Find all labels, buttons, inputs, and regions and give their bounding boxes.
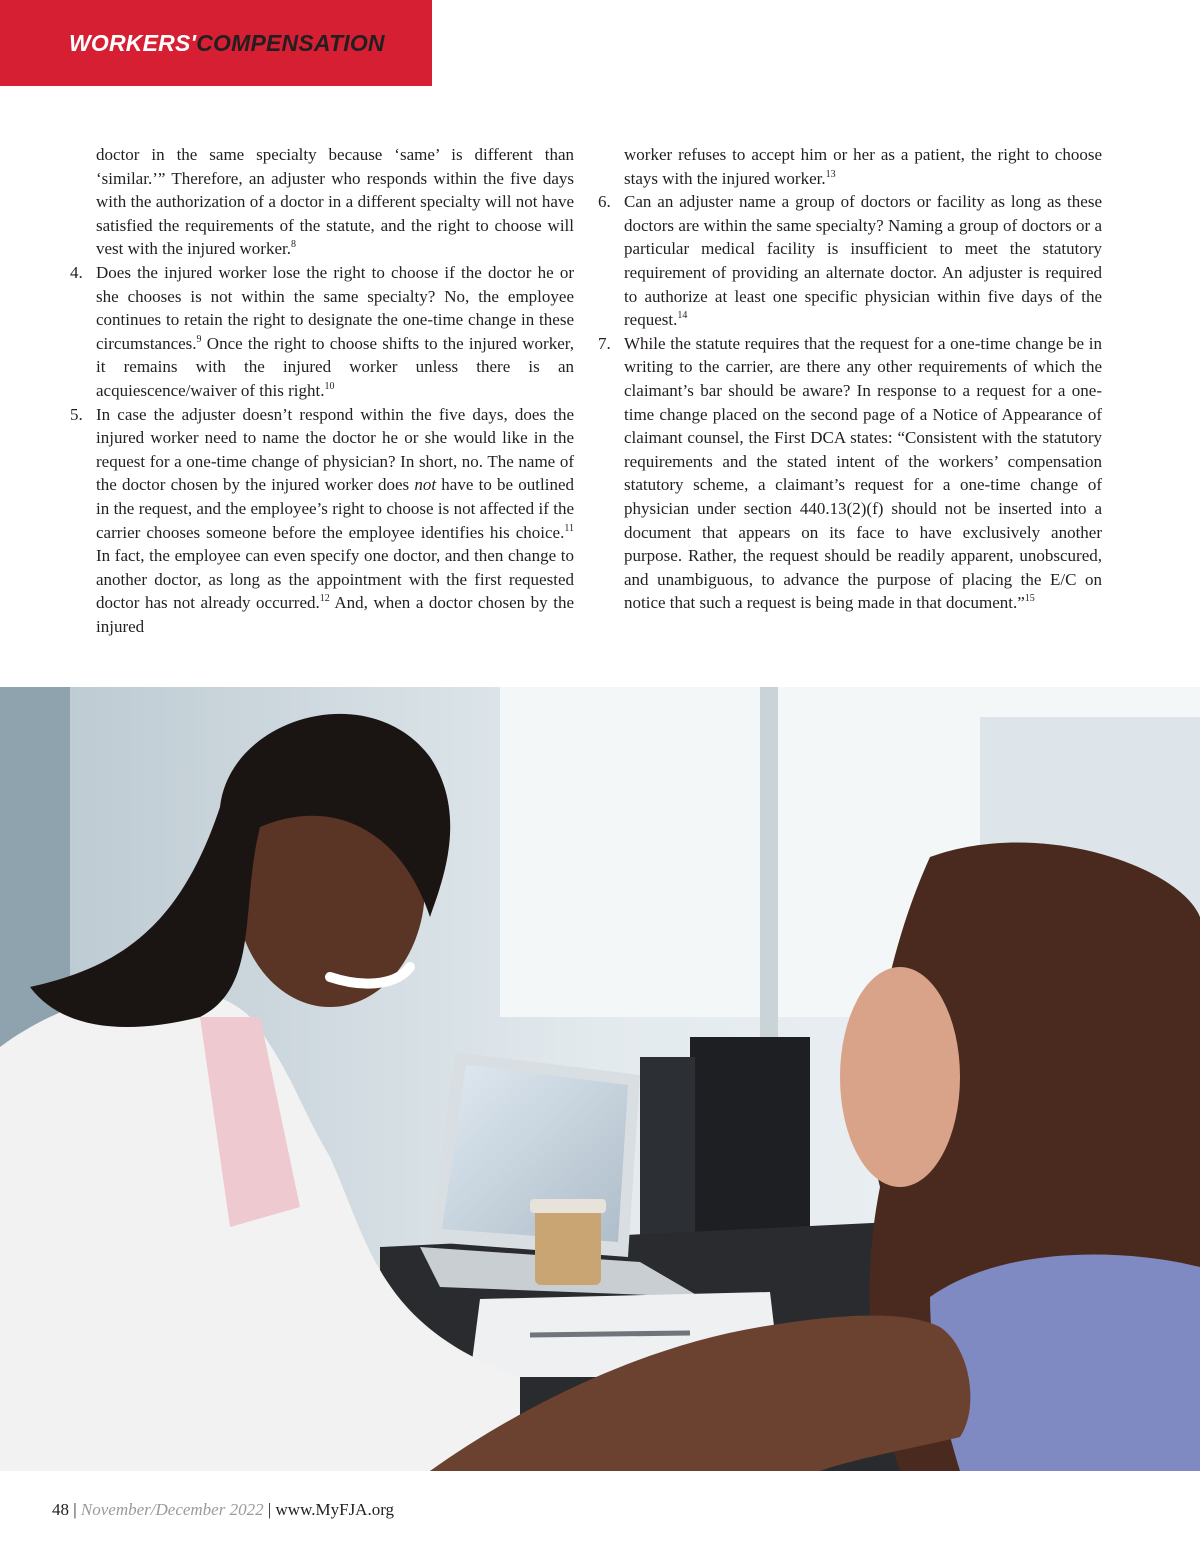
footnote-ref: 9 — [196, 333, 202, 345]
footnote-ref: 11 — [564, 522, 574, 534]
footnote-ref: 10 — [324, 380, 335, 392]
list-item-5: 5. In case the adjuster doesn’t respond within the five days, does the injured worker need to name the doctor he or she would like in the request for a one-time change of physician? In short, no. The name of the doctor chosen by the injured worker does not have to be outlined in the request, and the employee’s right to choose is not affected if the carrier chooses someone before the employee identifies his choice.$^{11}$ In fact, the employee can even specify one doctor, and then change to another doctor, as long as the appointment with the first requested doctor has not already occurred.$^{12}$ And, when a doctor chosen by the injured — [70, 404, 575, 636]
list-item-6: 6. Can an adjuster name a group of doctors or facility as long as these doctors are within the same specialty? Naming a group of doctors or a particular medical facility is insufficient to meet the statutory requirement of providing an alternate doctor. An adjuster is required to authorize at least one specific physician within five days of the request.$^{14}$ — [598, 192, 1102, 330]
list-number: 4. — [70, 262, 83, 282]
website-link[interactable]: www.MyFJA.org — [275, 1500, 395, 1519]
list-item-4: 4. Does the injured worker lose the right to choose if the doctor he or she chooses is not within the same specialty? No, the employee continues to retain the right to designate the one-time change in these circumstances.$^9$ Once the right to choose shifts to the injured worker, it remains with the injured worker unless there is an acquiescence/waiver of this right.$^{10}$ — [70, 262, 574, 400]
doctor-patient-photo — [0, 687, 1200, 1471]
paragraph-continued: doctor in the same specialty because ‘same’ is different than ‘similar.’” Therefore, an adjuster who responds within the five days with the authorization of a doctor in a different specialty will not have satisfied the requirements of the statute, and the right to choose will vest with the injured worker.$^8$ — [96, 145, 574, 259]
list-item-7: 7. While the statute requires that the request for a one-time change be in writing to the carrier, are there any other requirements of which the claimant’s bar should be aware? In response to a request for a one-time change placed on the second page of a Notice of Appearance of claimant counsel, the First DCA states: “Consistent with the statutory requirements and the stated intent of the workers’ compensation statutory scheme, a claimant’s request for a one-time change of physician under section 440.13(2)(f) should not be inserted into a document that appears on its face to have exclusively another purpose. Rather, the request should be readily apparent, unobscured, and unambiguous, to advance the purpose of placing the E/C on notice that such a request is being made in that document.”$^{15}$ — [598, 333, 1102, 613]
section-title-part1: WORKERS' — [69, 30, 197, 56]
list-number: 7. — [598, 333, 611, 353]
issue-date: November/December 2022 — [80, 1500, 264, 1519]
article-column-left — [70, 143, 575, 638]
photo-illustration — [0, 687, 1200, 1471]
page-number: 48 — [52, 1500, 69, 1519]
section-title — [69, 30, 385, 57]
paragraph-continued: worker refuses to accept him or her as a patient, the right to choose stays with the injured worker.$^{13}$ — [624, 145, 1102, 188]
emphasis-not: not — [414, 475, 437, 495]
page-footer: 48 | November/December 2022 | www.MyFJA.org — [52, 1500, 395, 1519]
footnote-ref: 15 — [1024, 593, 1035, 605]
footnote-ref: 12 — [319, 593, 330, 605]
list-number: 5. — [70, 404, 83, 424]
footnote-ref: 14 — [677, 310, 688, 322]
footnote-ref: 8 — [291, 239, 296, 251]
article-column-right — [598, 143, 1102, 615]
footnote-ref: 13 — [825, 168, 836, 180]
section-title-part2: COMPENSATION — [196, 30, 385, 56]
list-number: 6. — [598, 192, 611, 212]
